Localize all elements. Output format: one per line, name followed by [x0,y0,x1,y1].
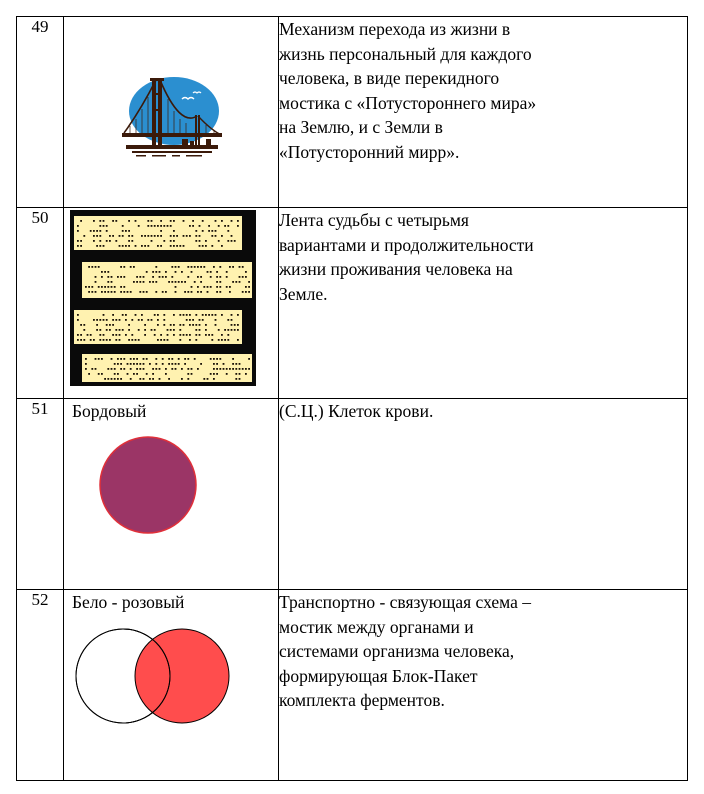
description-cell [279,399,688,590]
burgundy-circle-icon [98,435,198,535]
description-cell [279,17,688,208]
color-label: Бордовый [72,401,147,421]
row-number: 49 [17,17,64,208]
white-pink-circles-icon [74,626,236,728]
color-label: Бело - розовый [72,592,185,612]
symbols-table [16,16,688,781]
table-row [17,208,688,399]
picture-cell [64,399,279,590]
description-line: мостика с «Потустороннего мира» [279,92,537,113]
description-line: вариантами и продолжительности [279,234,534,255]
punched-tape-icon [70,210,256,386]
description-line: жизнь персональный для каждого [279,43,532,64]
description-line: комплекта ферментов. [279,690,445,710]
bridge-icon [122,71,222,167]
description-line: Механизм перехода из жизни в [279,19,511,39]
description-line: Транспортно - связующая схема – [279,592,531,612]
picture-cell [64,208,279,399]
description-line: (С.Ц.) Клеток крови. [279,401,434,421]
row-number: 51 [17,399,64,590]
description-line: Земле. [279,283,328,304]
table-row [17,399,688,590]
row-number: 52 [17,590,64,781]
picture-cell [64,17,279,208]
description-line: формирующая Блок-Пакет [279,665,478,686]
description-line: на Землю, и с Земли в [279,117,443,137]
description-cell [279,208,688,399]
description-line: человека, в виде перекидного [279,68,500,88]
description-cell [279,590,688,781]
description-line: жизни проживания человека на [279,259,513,279]
description-line: Лента судьбы с четырьмя [279,210,469,230]
table-row [17,590,688,781]
description-line: системами организма человека, [279,641,515,661]
table-row [17,17,688,208]
picture-cell [64,590,279,781]
description-line: «Потусторонний мирр». [279,141,460,162]
row-number: 50 [17,208,64,399]
description-line: мостик между органами и [279,616,474,637]
